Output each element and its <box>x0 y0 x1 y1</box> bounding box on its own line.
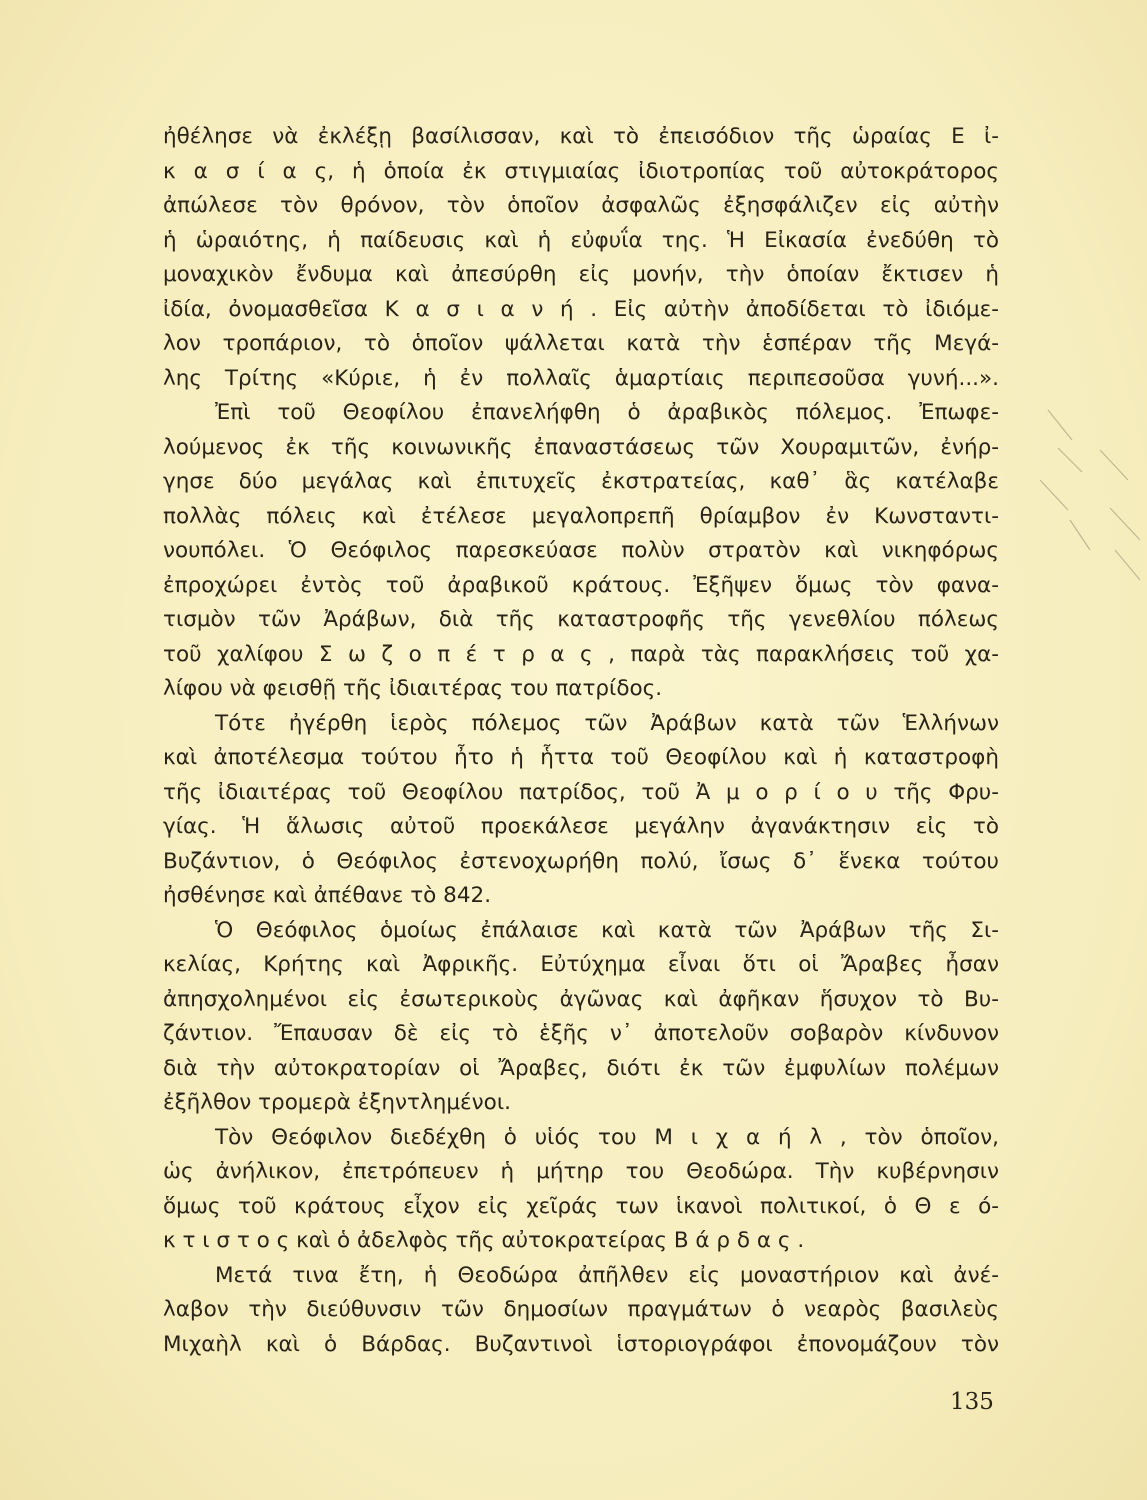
text-line: ὅμως τοῦ κράτους εἶχον εἰς χεῖράς των ἱκανοὶ πολιτικοί, ὁ Θ ε ό- <box>163 1193 999 1219</box>
text-line: κελίας, Κρήτης καὶ Ἀφρικῆς. Εὐτύχημα εἶναι ὅτι οἱ Ἄραβες ἦσαν <box>163 952 999 977</box>
text-line: Βυζάντιον, ὁ Θεόφιλος ἐστενοχωρήθη πολύ, ἴσως δ᾽ ἕνεκα τούτου <box>163 848 999 874</box>
text-line: ζάντιον. Ἔπαυσαν δὲ εἰς τὸ ἑξῆς ν᾽ ἀποτελοῦν σοβαρὸν κίνδυνον <box>163 1021 999 1046</box>
text-line: Μιχαὴλ καὶ ὁ Βάρδας. Βυζαντινοὶ ἱστοριογράφοι ἐπονομάζουν τὸν <box>163 1331 999 1357</box>
text-line: λον τροπάριον, τὸ ὁποῖον ψάλλεται κατὰ τὴν ἑσπέραν τῆς Μεγά- <box>163 331 999 356</box>
text-line: τοῦ χαλίφου Σ ω ζ ο π έ τ ρ α ς , παρὰ τὰς παρακλήσεις τοῦ χα- <box>163 641 999 667</box>
text-line: ἀπησχολημένοι εἰς ἐσωτερικοὺς ἀγῶνας καὶ ἀφῆκαν ἥσυχον τὸ Βυ- <box>163 986 999 1012</box>
text-line: κ α σ ί α ς, ἡ ὁποία ἐκ στιγμιαίας ἰδιοτροπίας τοῦ αὐτοκράτορος <box>163 158 999 184</box>
text-line: ἐξῆλθον τρομερὰ ἐξηντλημένοι. <box>163 1090 511 1115</box>
text-line: Ὁ Θεόφιλος ὁμοίως ἐπάλαισε καὶ κατὰ τῶν Ἀράβων τῆς Σι- <box>215 917 999 943</box>
text-line: ἠθέλησε νὰ ἐκλέξῃ βασίλισσαν, καὶ τὸ ἐπεισόδιον τῆς ὡραίας Ε ἰ- <box>163 124 999 149</box>
text-line: Μετά τινα ἔτη, ἡ Θεοδώρα ἀπῆλθεν εἰς μοναστήριον καὶ ἀνέ- <box>215 1262 999 1288</box>
text-line: τῆς ἰδιαιτέρας τοῦ Θεοφίλου πατρίδος, τοῦ Ἀ μ ο ρ ί ο υ τῆς Φρυ- <box>163 779 999 805</box>
text-line: γίας. Ἡ ἅλωσις αὐτοῦ προεκάλεσε μεγάλην ἀγανάκτησιν εἰς τὸ <box>163 814 999 839</box>
text-line: Ἐπὶ τοῦ Θεοφίλου ἐπανελήφθη ὁ ἀραβικὸς πόλεμος. Ἐπωφε- <box>215 400 999 425</box>
text-line: ἰδία, ὀνομασθεῖσα Κ α σ ι α ν ή . Εἰς αὐτὴν ἀποδίδεται τὸ ἰδιόμε- <box>163 296 999 322</box>
text-line: διὰ τὴν αὐτοκρατορίαν οἱ Ἄραβες, διότι ἐκ τῶν ἐμφυλίων πολέμων <box>163 1055 999 1081</box>
text-line: λαβον τὴν διεύθυνσιν τῶν δημοσίων πραγμάτων ὁ νεαρὸς βασιλεὺς <box>163 1297 999 1322</box>
page-number: 135 <box>950 1389 994 1415</box>
text-line: ἀπώλεσε τὸν θρόνον, τὸν ὁποῖον ἀσφαλῶς ἐξησφάλιζεν εἰς αὐτὴν <box>163 193 999 218</box>
text-line: ἐπροχώρει ἐντὸς τοῦ ἀραβικοῦ κράτους. Ἐξῆψεν ὅμως τὸν φανα- <box>163 572 999 598</box>
text-line: ὡς ἀνήλικον, ἐπετρόπευεν ἡ μήτηρ του Θεοδώρα. Τὴν κυβέρνησιν <box>163 1159 999 1184</box>
text-line: τισμὸν τῶν Ἀράβων, διὰ τῆς καταστροφῆς τῆς γενεθλίου πόλεως <box>163 607 999 632</box>
text-line: κ τ ι σ τ ο ς καὶ ὁ ἀδελφὸς τῆς αὐτοκρατείρας Β ά ρ δ α ς . <box>163 1228 805 1253</box>
text-line: Τὸν Θεόφιλον διεδέχθη ὁ υἱός του Μ ι χ α ή λ , τὸν ὁποῖον, <box>215 1124 999 1150</box>
body-text <box>163 120 999 1362</box>
text-line: λίφου νὰ φεισθῇ τῆς ἰδιαιτέρας του πατρίδος. <box>163 676 663 701</box>
text-line: καὶ ἀποτέλεσμα τούτου ἦτο ἡ ἧττα τοῦ Θεοφίλου καὶ ἡ καταστροφὴ <box>163 745 999 770</box>
text-line: πολλὰς πόλεις καὶ ἐτέλεσε μεγαλοπρεπῆ θρίαμβον ἐν Κωνσταντι- <box>163 503 999 529</box>
text-line: νουπόλει. Ὁ Θεόφιλος παρεσκεύασε πολὺν στρατὸν καὶ νικηφόρως <box>163 538 999 563</box>
text-line: μοναχικὸν ἔνδυμα καὶ ἀπεσύρθη εἰς μονήν, τὴν ὁποίαν ἔκτισεν ἡ <box>163 262 999 287</box>
text-line: λης Τρίτης «Κύριε, ἡ ἐν πολλαῖς ἁμαρτίαις περιπεσοῦσα γυνή...». <box>163 365 999 391</box>
text-line: γησε δύο μεγάλας καὶ ἐπιτυχεῖς ἐκστρατείας, καθ᾽ ἃς κατέλαβε <box>163 469 999 494</box>
text-line: λούμενος ἐκ τῆς κοινωνικῆς ἐπαναστάσεως τῶν Χουραμιτῶν, ἐνήρ- <box>163 434 999 460</box>
text-line: ἡ ὡραιότης, ἡ παίδευσις καὶ ἡ εὐφυΐα της. Ἡ Εἰκασία ἐνεδύθη τὸ <box>163 227 999 253</box>
text-line: ἠσθένησε καὶ ἀπέθανε τὸ 842. <box>163 883 492 908</box>
margin-pencil-marks <box>1010 400 1140 600</box>
text-line: Τότε ἠγέρθη ἱερὸς πόλεμος τῶν Ἀράβων κατὰ τῶν Ἑλλήνων <box>215 710 999 736</box>
